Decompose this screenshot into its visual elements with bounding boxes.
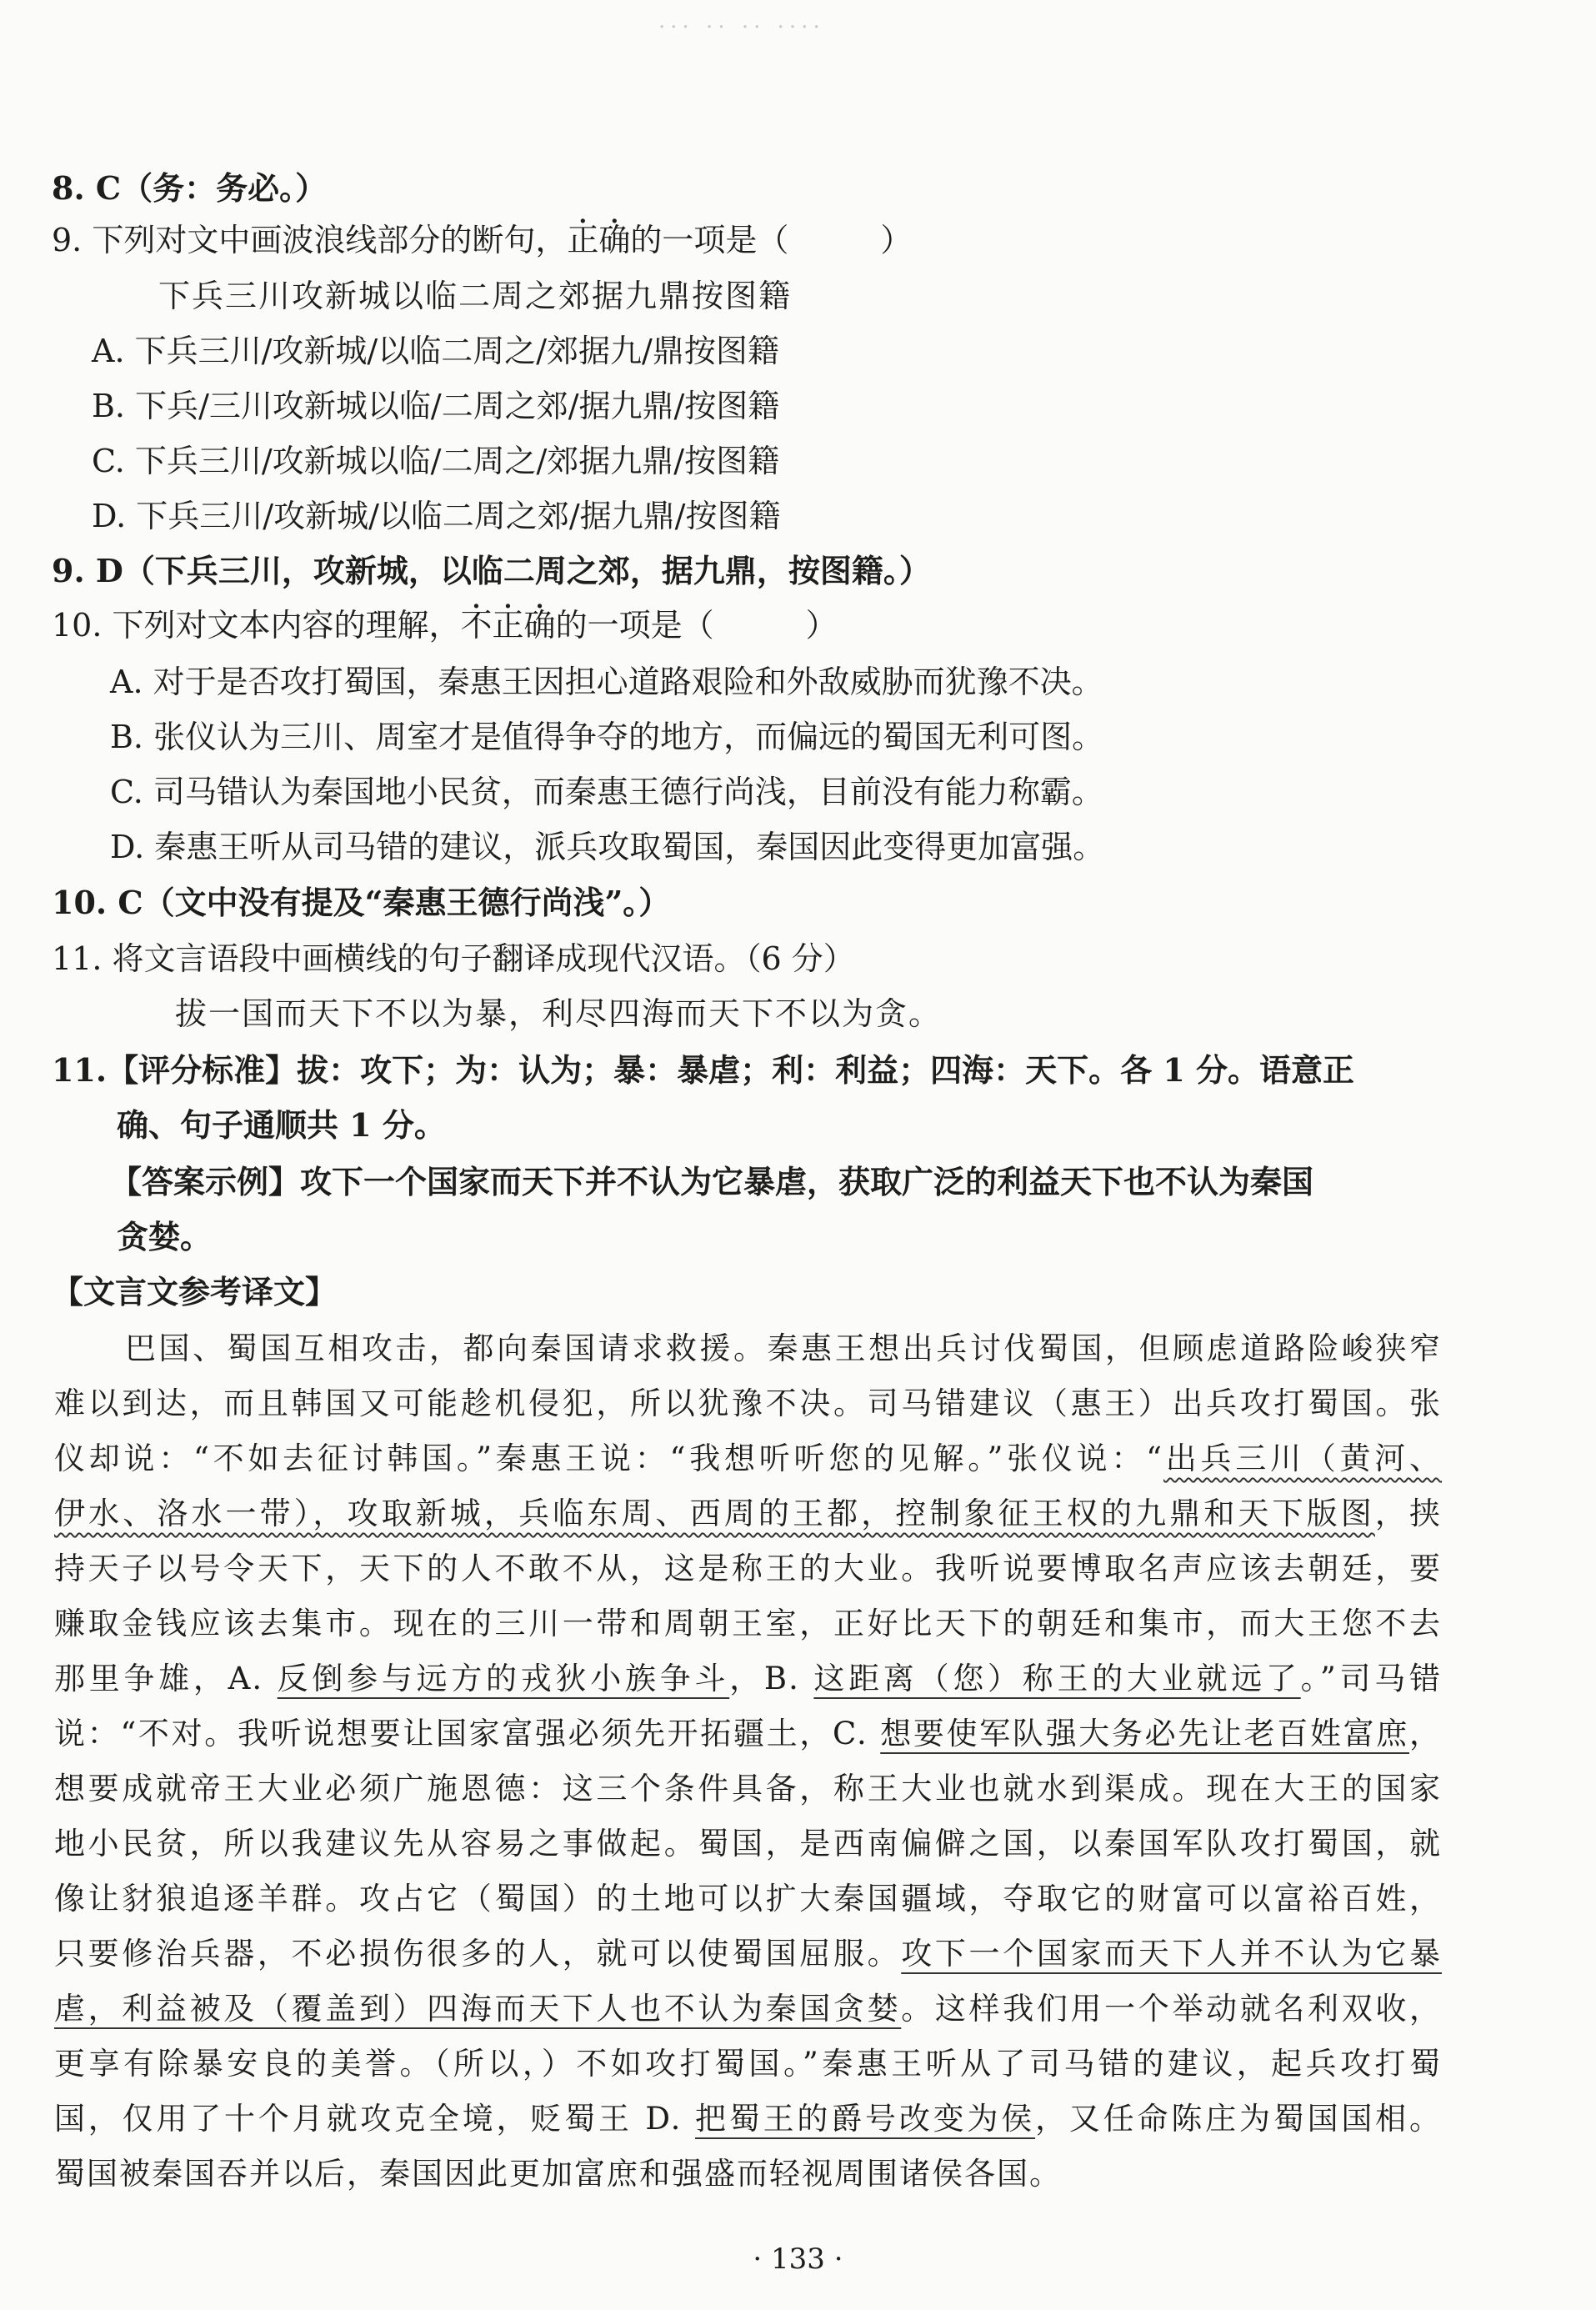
q9-stem-a: 9. 下列对文中画波浪线部分的断句， xyxy=(52,222,568,258)
q9-original-text: 下兵三川攻新城以临二周之郊据九鼎按图籍 xyxy=(158,278,793,314)
translation-line xyxy=(54,2092,1442,2147)
translation-line: 难以到达，而且韩国又可能趁机侵犯，所以犹豫不决。司马错建议（惠王）出兵攻打蜀国。张 xyxy=(54,1385,1442,1421)
q10-stem-c: ） xyxy=(805,607,838,644)
translation-line: 像让豺狼追逐羊群。攻占它（蜀国）的土地可以扩大秦国疆域，夺取它的财富可以富裕百姓， xyxy=(54,1881,1442,1917)
translation-line: 赚取金钱应该去集市。现在的三川一带和周朝王室，正好比天下的朝廷和集市，而大王您不去 xyxy=(54,1606,1442,1641)
top-scan-mark: ··· ·· ·· ···· xyxy=(658,15,825,40)
q10-option-a: A. 对于是否攻打蜀国，秦惠王因担心道路艰险和外敌威胁而犹豫不决。 xyxy=(110,664,1103,700)
page-number: · 133 · xyxy=(753,2242,843,2276)
q10-stem-b: 的一项是（ xyxy=(555,607,714,644)
q9-stem xyxy=(52,217,912,263)
q10-stem xyxy=(52,602,838,649)
q8-answer: 8. C（务：务必。） xyxy=(52,169,328,207)
emphasis-dot: 确 xyxy=(598,222,631,258)
q10-stem-a: 10. 下列对文本内容的理解， xyxy=(52,607,461,644)
emphasis-dot: 正 xyxy=(492,607,524,644)
q9-option-a: A. 下兵三川/攻新城/以临二周之/郊据九/鼎按图籍 xyxy=(92,333,779,369)
q10-option-c: C. 司马错认为秦国地小民贫，而秦惠王德行尚浅，目前没有能力称霸。 xyxy=(110,774,1103,810)
q11-example-line2: 贪婪。 xyxy=(117,1218,213,1255)
translation-line: 持天子以号令天下，天下的人不敢不从，这是称王的大业。我听说要博取名声应该去朝廷，要 xyxy=(54,1551,1442,1586)
translation-text: ，挟 xyxy=(1374,1496,1443,1531)
underlined-text: 虐，利益被及（覆盖到）四海而天下人也不认为秦国贪婪 xyxy=(54,1991,902,2027)
translation-line xyxy=(54,1982,1442,2037)
q11-criteria-line1: 11.【评分标准】拔：攻下；为：认为；暴：暴虐；利：利益；四海：天下。各 1 分。语意正 xyxy=(52,1051,1355,1089)
q9-answer: 9. D（下兵三川，攻新城，以临二周之郊，据九鼎，按图籍。） xyxy=(52,552,931,589)
q9-option-d: D. 下兵三川/攻新城/以临二周之郊/据九鼎/按图籍 xyxy=(92,498,781,534)
q9-option-c: C. 下兵三川/攻新城以临/二周之/郊据九鼎/按图籍 xyxy=(92,443,780,479)
translation-text: ，B. xyxy=(729,1661,814,1696)
q11-example-line1: 【答案示例】攻下一个国家而天下并不认为它暴虐，获取广泛的利益天下也不认为秦国 xyxy=(110,1163,1314,1200)
translation-text: 只要修治兵器，不必损伤很多的人，就可以使蜀国屈服。 xyxy=(54,1936,902,1972)
q9-stem-emphasis xyxy=(567,222,630,258)
underlined-text: 反倒参与远方的戎狄小族争斗 xyxy=(277,1661,730,1696)
translation-text: 。这样我们用一个举动就名利双收， xyxy=(901,1991,1442,2027)
translation-text: 说：“不对。我听说想要让国家富强必须先开拓疆土，C. xyxy=(54,1716,881,1751)
underlined-text: 把蜀王的爵号改变为侯 xyxy=(695,2101,1036,2137)
q10-option-b: B. 张仪认为三川、周室才是值得争夺的地方，而偏远的蜀国无利可图。 xyxy=(110,719,1104,755)
translation-text: 那里争雄，A. xyxy=(54,1661,278,1696)
q9-stem-c: ） xyxy=(880,222,913,258)
translation-line: 蜀国被秦国吞并以后，秦国因此更加富庶和强盛而轻视周围诸侯各国。 xyxy=(54,2156,1062,2192)
q11-sentence: 拔一国而天下不以为暴，利尽四海而天下不以为贪。 xyxy=(175,995,943,1032)
translation-line: 更享有除暴安良的美誉。（所以，）不如攻打蜀国。”秦惠王听从了司马错的建议，起兵攻打蜀 xyxy=(54,2046,1442,2082)
translation-line: 地小民贫，所以我建议先从容易之事做起。蜀国，是西南偏僻之国，以秦国军队攻打蜀国，就 xyxy=(54,1826,1442,1862)
q9-stem-b: 的一项是（ xyxy=(630,222,789,258)
translation-text: 国，仅用了十个月就攻克全境，贬蜀王 D. xyxy=(54,2101,695,2137)
translation-line xyxy=(54,1706,1442,1761)
translation-line: 想要成就帝王大业必须广施恩德：这三个条件具备，称王大业也就水到渠成。现在大王的国家 xyxy=(54,1771,1442,1806)
translation-line: 巴国、蜀国互相攻击，都向秦国请求救援。秦惠王想出兵讨伐蜀国，但顾虑道路险峻狭窄 xyxy=(125,1330,1442,1366)
q10-answer: 10. C（文中没有提及“秦惠王德行尚浅”。） xyxy=(52,884,671,921)
q11-stem: 11. 将文言语段中画横线的句子翻译成现代汉语。（6 分） xyxy=(52,940,855,977)
translation-line xyxy=(54,1651,1442,1706)
q10-stem-emphasis xyxy=(461,607,556,644)
wavy-underlined-text: 出兵三川（黄河、 xyxy=(1163,1441,1443,1476)
emphasis-dot: 确 xyxy=(523,607,556,644)
underlined-text: 攻下一个国家而天下人并不认为它暴 xyxy=(901,1936,1442,1972)
translation-text: 仪却说：“不如去征讨韩国。”秦惠王说：“我想听听您的见解。”张仪说：“ xyxy=(54,1441,1164,1476)
translation-text: ，又任命陈庄为蜀国国相。 xyxy=(1035,2101,1442,2137)
underlined-text: 这距离（您）称王的大业就远了 xyxy=(813,1661,1301,1696)
translation-line xyxy=(54,1486,1442,1541)
wavy-underlined-text: 伊水、洛水一带），攻取新城，兵临东周、西周的王都，控制象征王权的九鼎和天下版图 xyxy=(54,1496,1375,1531)
q11-criteria-line2: 确、句子通顺共 1 分。 xyxy=(117,1106,446,1144)
emphasis-dot: 不 xyxy=(460,607,493,644)
emphasis-dot: 正 xyxy=(567,222,599,258)
translation-line xyxy=(54,1927,1442,1982)
translation-line xyxy=(54,1431,1442,1486)
translation-text: 。”司马错 xyxy=(1300,1661,1443,1696)
q10-option-d: D. 秦惠王听从司马错的建议，派兵攻取蜀国，秦国因此变得更加富强。 xyxy=(110,829,1105,865)
translation-text: ， xyxy=(1409,1716,1442,1751)
translation-heading: 【文言文参考译文】 xyxy=(52,1273,338,1310)
underlined-text: 想要使军队强大务必先让老百姓富庶 xyxy=(880,1716,1409,1751)
q9-option-b: B. 下兵/三川攻新城以临/二周之郊/据九鼎/按图籍 xyxy=(92,388,780,424)
